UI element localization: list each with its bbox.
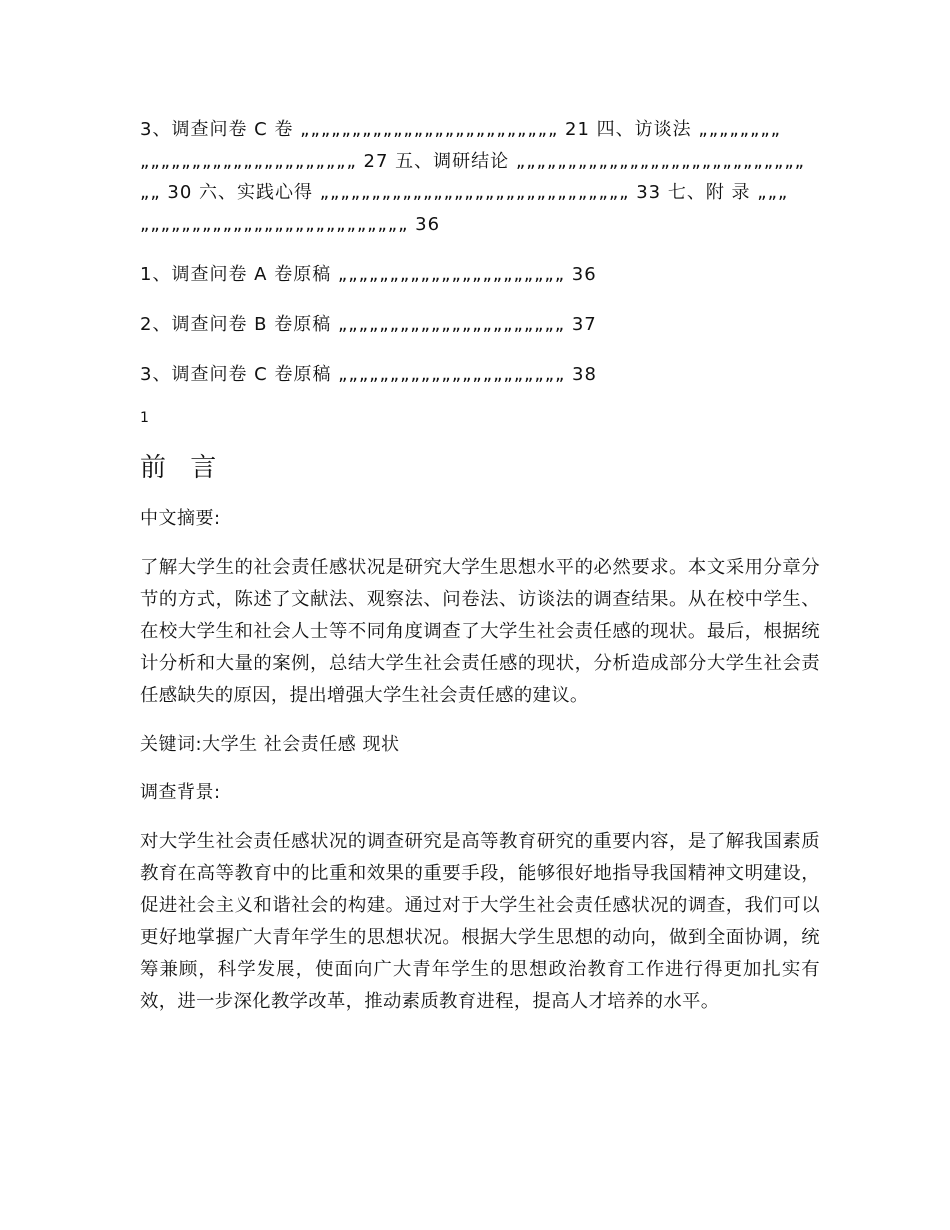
section-heading-preface: 前 言 [140,453,225,483]
page-number: 1 [140,410,149,426]
document-page [140,114,820,1037]
toc-entry-appendix-b: 2、调查问卷 B 卷原稿 „„„„„„„„„„„„„„„„„„„„„„ 37 [140,314,597,335]
toc-entry-appendix-a: 1、调查问卷 A 卷原稿 „„„„„„„„„„„„„„„„„„„„„„ 36 [140,264,597,285]
toc-continued-entries: 3、调查问卷 C 卷 „„„„„„„„„„„„„„„„„„„„„„„„„ 21 四、访谈法 „„„„„„„„ „„„„„„„„„„„„„„„„„„„„„ 27 五、调研结论 „„„„„„„„„„„„„„„„„„„„„„„„„„„„ „„ 30 六、实践心得 „„„„„„„„„„„„„„„„„„„„„„„„„„„„„„ 33 七、附 录 „„„ „„„„„„„„„„„„„„„„„„„„„„„„„„ 36 [140,119,806,235]
abstract-paragraph: 了解大学生的社会责任感状况是研究大学生思想水平的必然要求。本文采用分章分节的方式，陈述了文献法、观察法、问卷法、访谈法的调查结果。从在校中学生、在校大学生和社会人士等不同角度调查了大学生社会责任感的现状。最后，根据统计分析和大量的案例，总结大学生社会责任感的现状，分析造成部分大学生社会责任感缺失的原因，提出增强大学生社会责任感的建议。 [140,557,820,706]
abstract-label: 中文摘要: [140,508,221,529]
keywords-line: 关键词:大学生 社会责任感 现状 [140,734,400,756]
background-paragraph: 对大学生社会责任感状况的调查研究是高等教育研究的重要内容，是了解我国素质教育在高等教育中的比重和效果的重要手段，能够很好地指导我国精神文明建设，促进社会主义和谐社会的构建。通过对于大学生社会责任感状况的调查，我们可以更好地掌握广大青年学生的思想状况。根据大学生思想的动向，做到全面协调，统筹兼顾，科学发展，使面向广大青年学生的思想政治教育工作进行得更加扎实有效，进一步深化教学改革，推动素质教育进程，提高人才培养的水平。 [140,831,820,1013]
background-label: 调查背景: [140,782,221,804]
toc-entry-appendix-c: 3、调查问卷 C 卷原稿 „„„„„„„„„„„„„„„„„„„„„„ 38 [140,364,597,385]
